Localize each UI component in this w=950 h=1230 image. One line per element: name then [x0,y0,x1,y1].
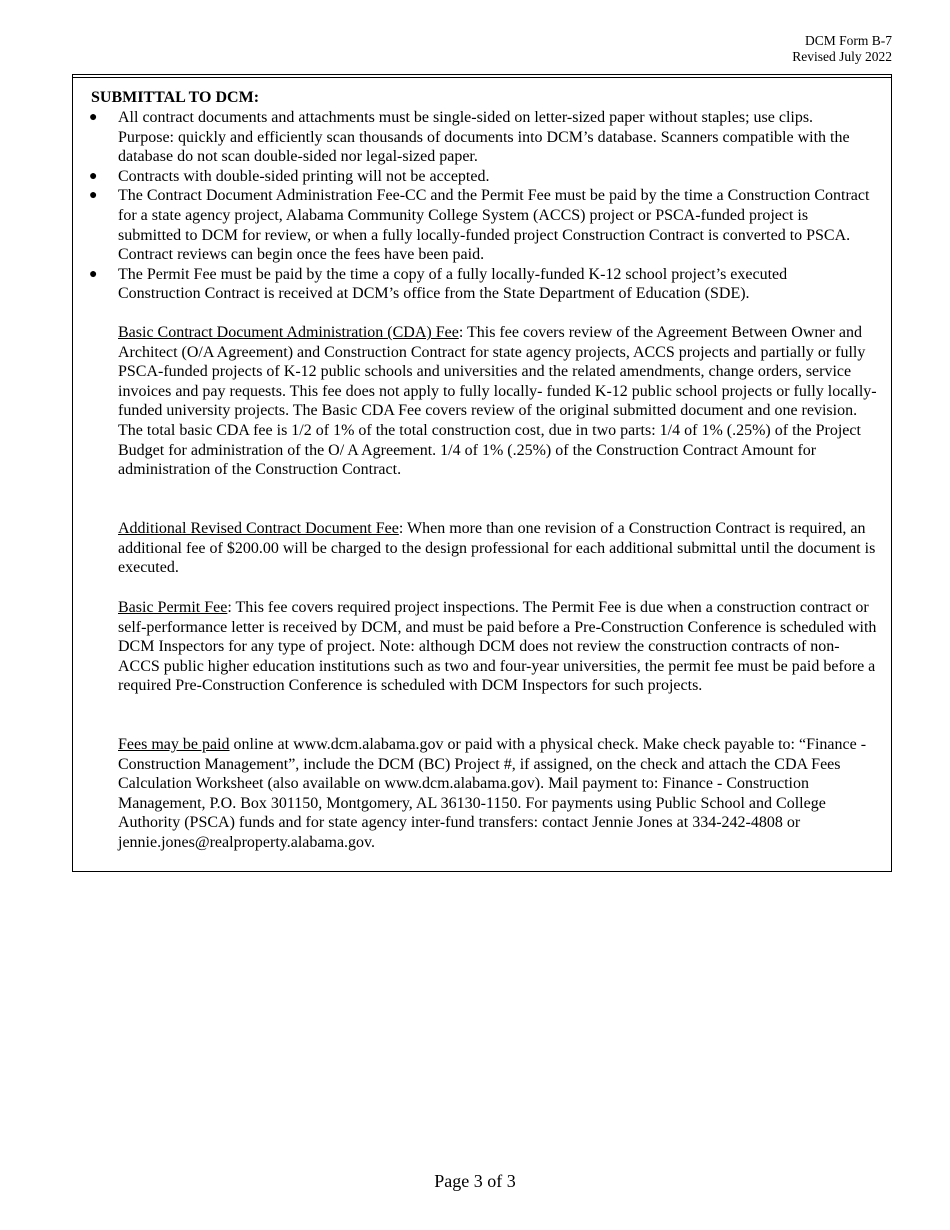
bullet-text: The Contract Document Administration Fee-CC and the Permit Fee must be paid by the time a Construction Contract for a state agency project, Alabama Community College System (ACCS) project or PSCA-funded project is submitted to DCM for review, or when a fully locally-funded project Construction Contract is converted to PSCA. Contract reviews can begin once the fees have been paid. [118,187,870,264]
bullet-item [73,265,873,304]
bullet-icon: ● [89,168,98,184]
payment-heading: Fees may be paid [118,736,230,753]
submittal-bullet-list [73,108,873,304]
form-id: DCM Form B-7 [804,33,892,48]
bullet-item [73,167,873,187]
bullet-icon: ● [89,266,98,282]
payment-body: online at www.dcm.alabama.gov or paid with a physical check. Make check payable to: “Finance - Construction Management”, include the DCM (BC) Project #, if assigned, on the check and attach the CDA Fees Calculation Worksheet (also available on www.dcm.alabama.gov). Mail payment to: Finance - Construction Management, P.O. Box 301150, Montgomery, AL 36130-1150. For payments using Public School and College Authority (PSCA) funds and for state agency inter-fund transfers: contact Jennie Jones at 334-242-4808 or jennie.jones@realproperty.alabama.gov. [118,736,867,851]
form-header [792,33,892,65]
permit-fee-heading: Basic Permit Fee [118,599,228,616]
revised-fee-body: : When more than one revision of a Construction Contract is required, an additional fee of $200.00 will be charged to the design professional for each additional submittal until the document is executed. [118,520,876,577]
revised-fee-heading: Additional Revised Contract Document Fee [118,520,399,537]
bullet-icon: ● [89,188,98,204]
bullet-text: Contracts with double-sided printing will not be accepted. [118,167,490,185]
bullet-icon: ● [89,110,98,125]
submittal-box [72,74,892,872]
revised-fee-paragraph [118,519,878,578]
bullet-item [73,108,873,167]
bullet-text: All contract documents and attachments must be single-sided on letter-sized paper without staples; use clips. Purpose: quickly and efficiently scan thousands of documents into DCM’s database. Scanners compatible with the database do not scan double-sided nor legal-sized paper. [118,109,850,166]
cda-fee-paragraph [118,323,878,480]
payment-paragraph [118,735,878,853]
revision-date: Revised July 2022 [792,49,892,64]
page-number: Page 3 of 3 [434,1171,516,1191]
bullet-item [73,186,873,264]
permit-fee-body: : This fee covers required project inspections. The Permit Fee is due when a construction contract or self-performance letter is received by DCM, and must be paid before a Pre-Construction Conference is scheduled with DCM Inspectors for any type of project. Note: although DCM does not review the construction contracts of non-ACCS public higher education institutions such as two and four-year universities, the permit fee must be paid before a required Pre-Construction Conference is scheduled with DCM Inspectors for such projects. [118,599,877,695]
cda-fee-body: : This fee covers review of the Agreement Between Owner and Architect (O/A Agreement) and Construction Contract for state agency projects, ACCS projects and partially or fully PSCA-funded projects of K-12 public schools and universities and the related amendments, change orders, service invoices and pay requests. This fee does not apply to fully locally- funded K-12 public school projects or fully locally-funded university projects. The Basic CDA Fee covers review of the original submitted document and one revision. The total basic CDA fee is 1/2 of 1% of the total construction cost, due in two parts: 1/4 of 1% (.25%) of the Project Budget for administration of the O/ A Agreement. 1/4 of 1% (.25%) of the Construction Contract Amount for administration of the Construction Contract. [118,324,877,479]
bullet-text: The Permit Fee must be paid by the time a copy of a fully locally-funded K-12 school project’s executed Construction Contract is received at DCM’s office from the State Department of Education (SDE). [118,265,788,303]
cda-fee-heading: Basic Contract Document Administration (CDA) Fee [118,324,459,341]
submittal-title: SUBMITTAL TO DCM: [91,89,260,106]
permit-fee-paragraph [118,598,878,696]
